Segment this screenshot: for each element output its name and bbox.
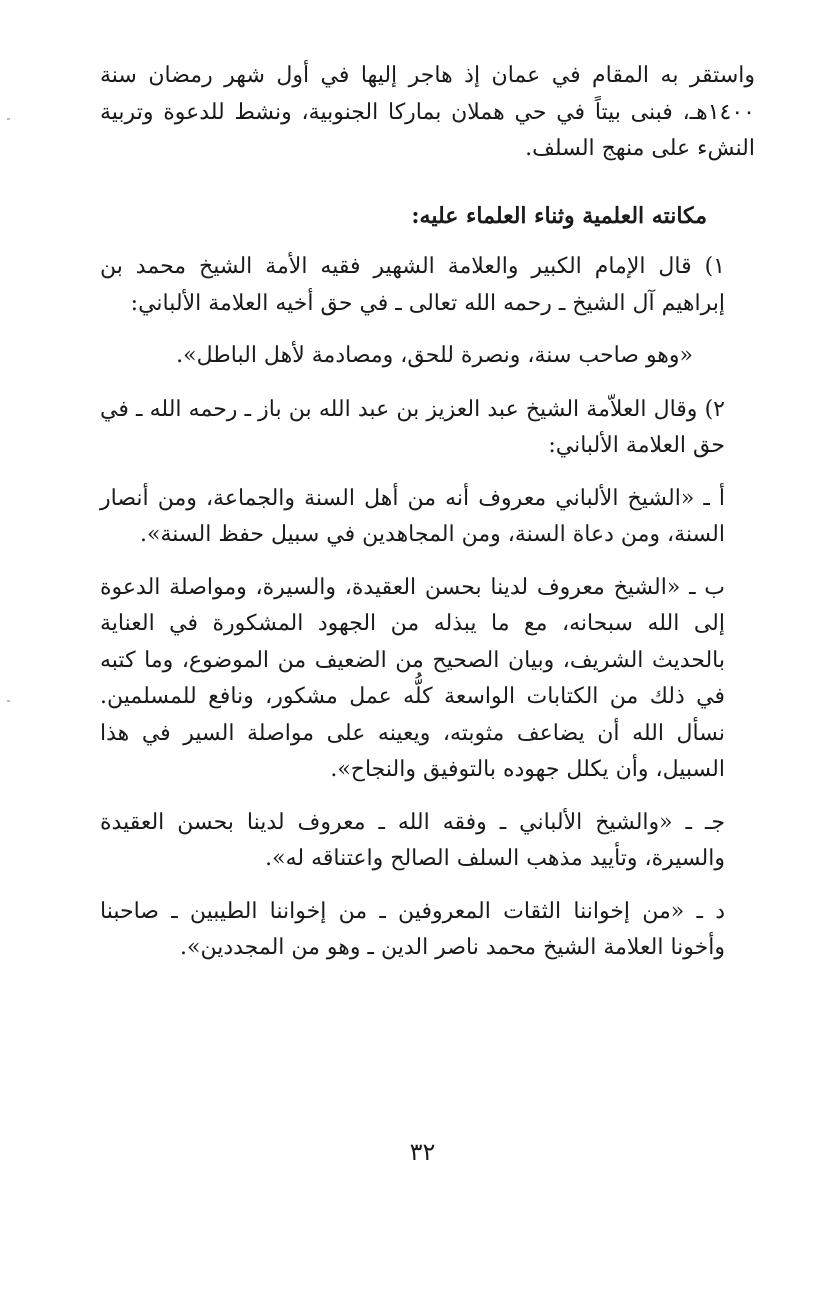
paragraph-quote-2-intro: ٢) وقال العلاّمة الشيخ عبد العزيز بن عبد الله بن باز ـ رحمه الله ـ في حق العلامة الألباني: [100, 396, 725, 458]
paragraph-residence: واستقر به المقام في عمان إذ هاجر إليها في أول شهر رمضان سنة ١٤٠٠هـ، فبنى بيتاً في حي هملان بماركا الجنوبية، ونشط للدعوة وتربية النشء على منهج السلف. [100, 63, 755, 161]
paragraph-quote-1-intro: ١) قال الإمام الكبير والعلامة الشهير فقيه الأمة الشيخ محمد بن إبراهيم آل الشيخ ـ رحمه الله تعالى ـ في حق أخيه العلامة الألباني: [100, 254, 725, 316]
scan-artifact-mark [7, 118, 10, 120]
paragraph-quote-2d: د ـ «من إخواننا الثقات المعروفين ـ من إخواننا الطيبين ـ صاحبنا وأخونا العلامة الشيخ محمد ناصر الدين ـ وهو من المجددين». [100, 898, 725, 960]
paragraph-quote-2a: أ ـ «الشيخ الألباني معروف أنه من أهل السنة والجماعة، ومن أنصار السنة، ومن دعاة السنة، ومن المجاهدين في سبيل حفظ السنة». [100, 485, 725, 547]
page-body [100, 58, 755, 983]
section-heading: مكانته العلمية وثناء العلماء عليه: [411, 202, 707, 229]
paragraph-quote-2c: جـ ـ «والشيخ الألباني ـ وفقه الله ـ معروف لدينا بحسن العقيدة والسيرة، وتأييد مذهب السلف الصالح واعتناقه له». [100, 809, 725, 871]
paragraph-quote-1: «وهو صاحب سنة، ونصرة للحق، ومصادمة لأهل الباطل». [176, 343, 693, 368]
page-number: ٣٢ [409, 1138, 436, 1166]
scan-artifact-mark [7, 700, 10, 702]
paragraph-quote-2b: ب ـ «الشيخ معروف لدينا بحسن العقيدة، والسيرة، ومواصلة الدعوة إلى الله سبحانه، مع ما يبذله من الجهود المشكورة في العناية بالحديث الشريف، وبيان الصحيح من الضعيف من الموضوع، وما كتبه في ذلك من الكتابات الواسعة كلُّه عمل مشكور، ونافع للمسلمين. نسأل الله أن يضاعف مثوبته، ويعينه على مواصلة السير في هذا السبيل، وأن يكلل جهوده بالتوفيق والنجاح». [100, 574, 725, 782]
